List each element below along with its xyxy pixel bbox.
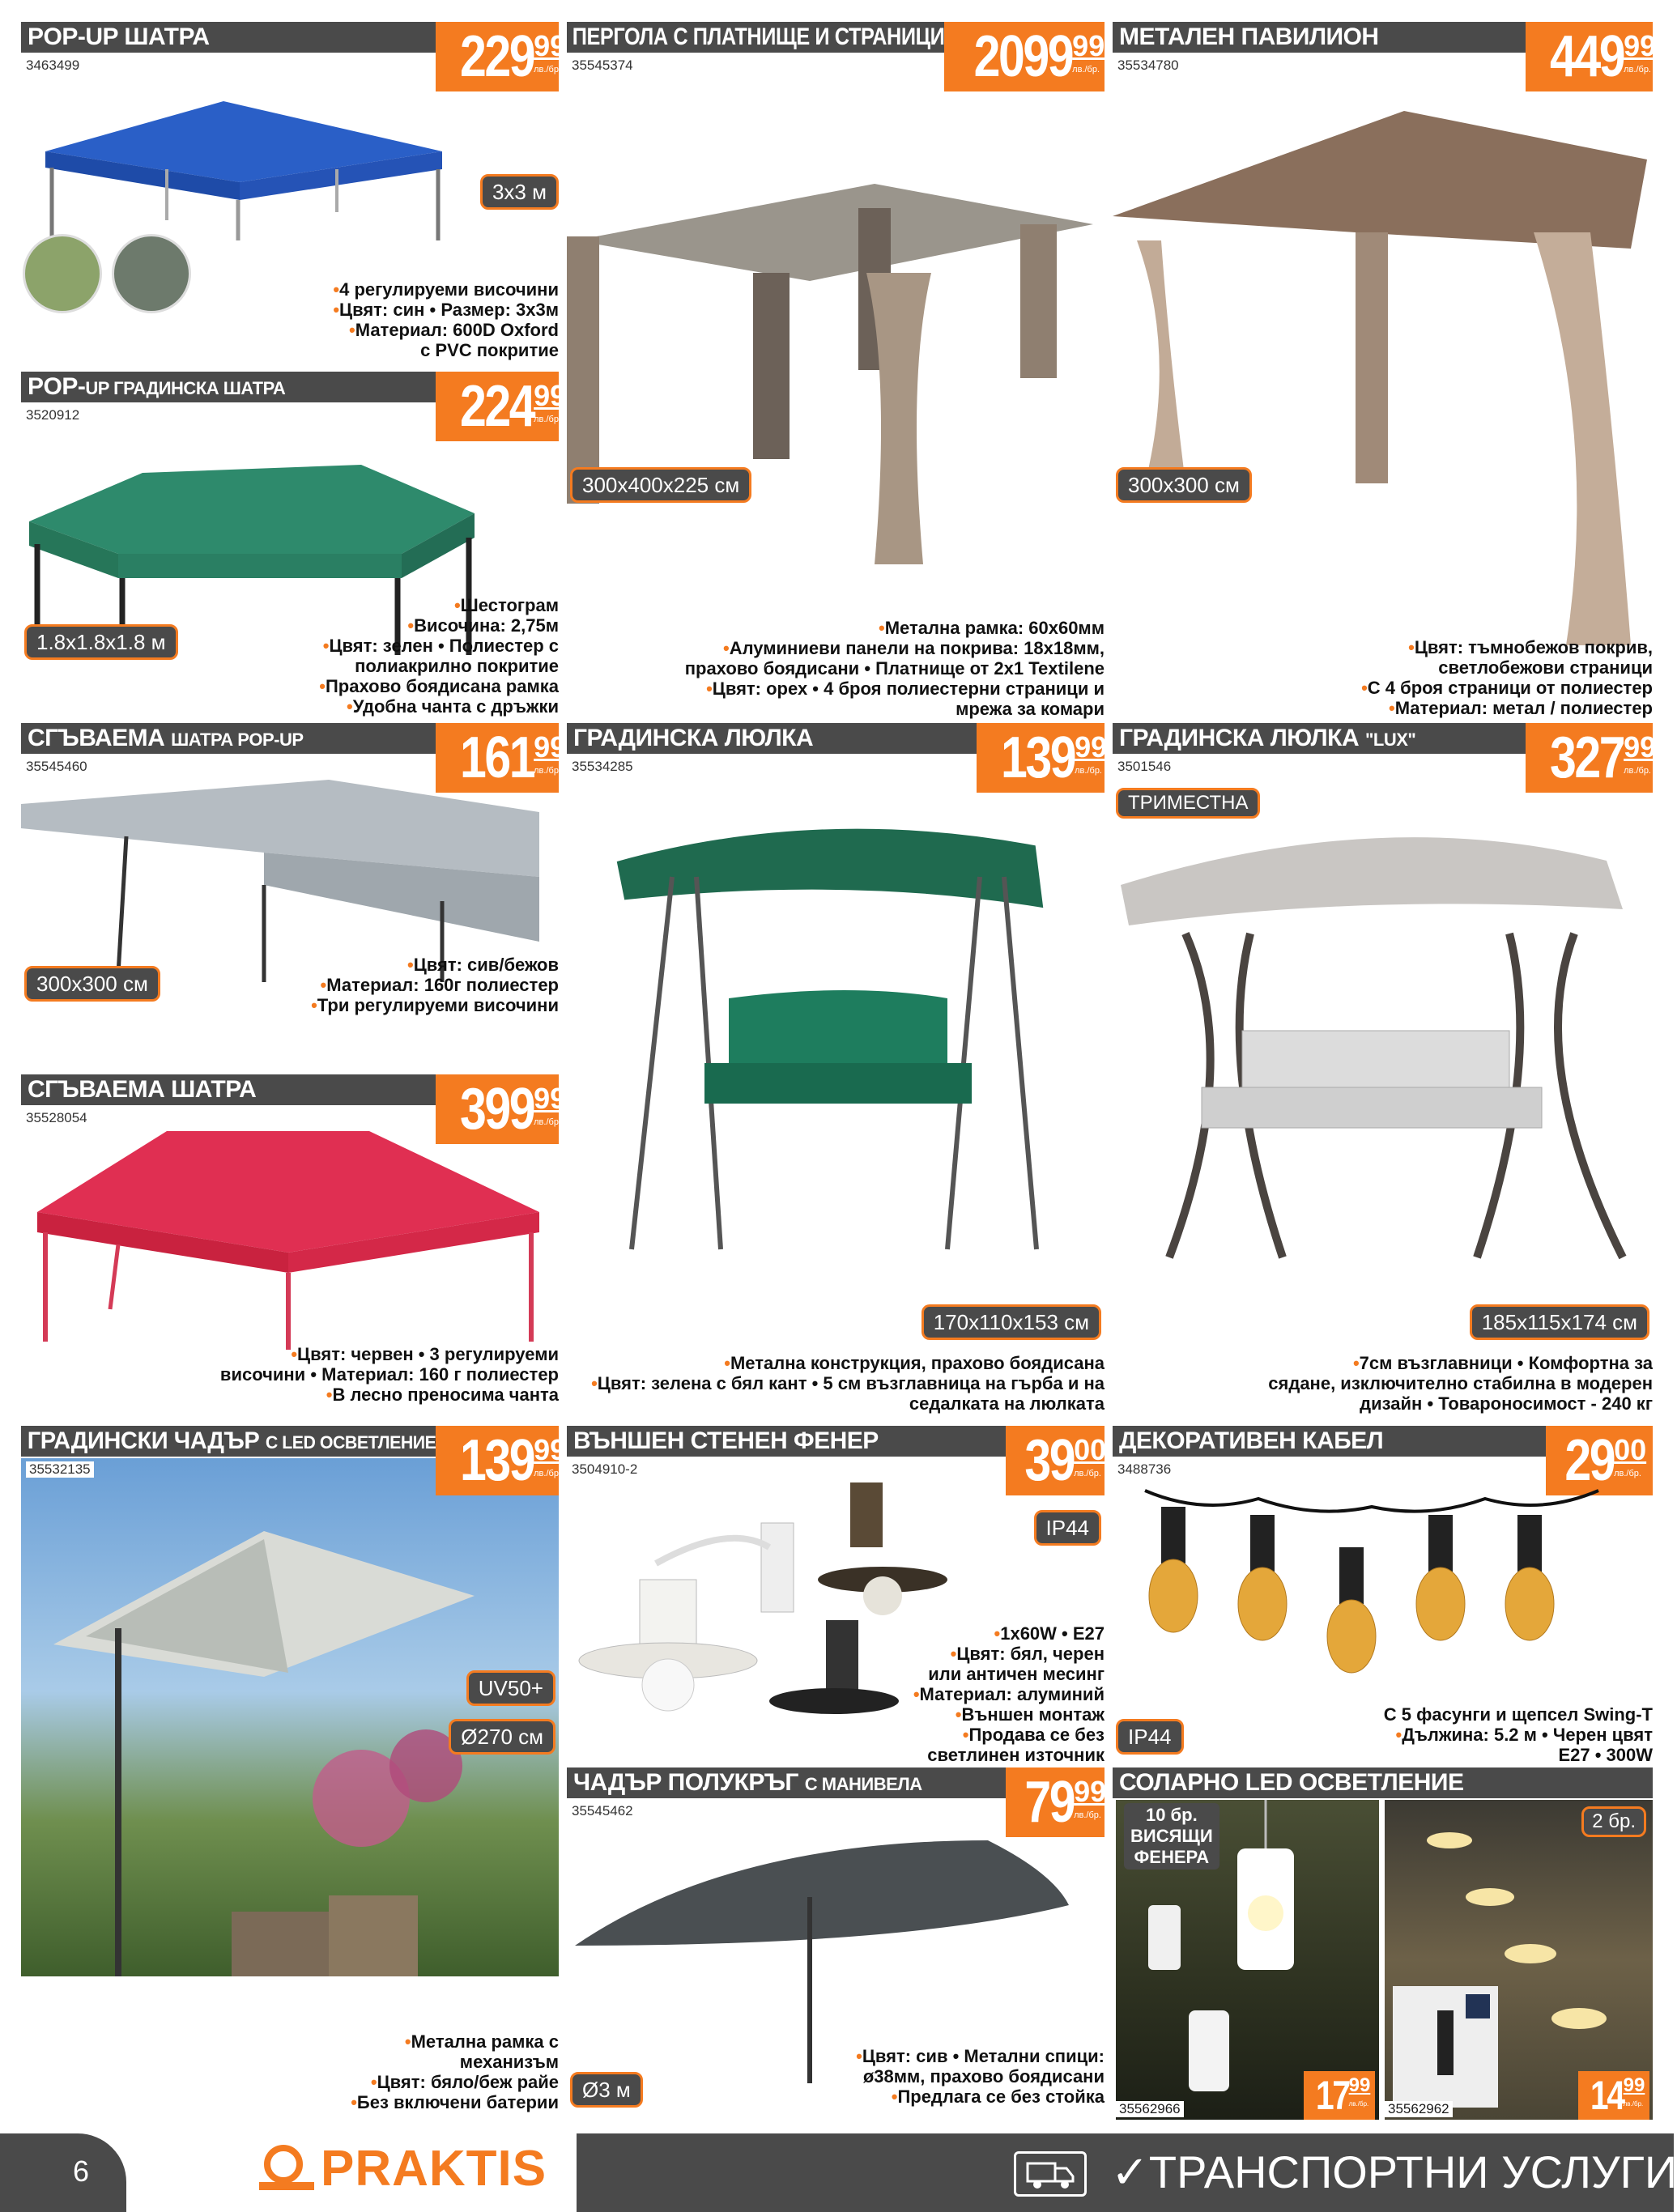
product-title: POP-UP ШАТРА (21, 22, 436, 53)
hanging-lanterns-photo (1116, 1800, 1379, 2120)
feature-list: •Шестограм •Височина: 2,75м •Цвят: зелен • Полиестер с полиакрилно покритие •Прахово боядисана рамка •Удобна чанта с дръжки (319, 595, 559, 717)
product-garden-swing (567, 723, 1108, 1424)
price-integer: 14 (1590, 2073, 1624, 2118)
price-cents: 99 (534, 1433, 567, 1466)
product-sku: 35532135 (26, 1461, 94, 1478)
count-label: 2 бр. (1581, 1806, 1646, 1837)
size-badge: 170x110x153 см (921, 1304, 1101, 1340)
product-title: ГРАДИНСКА ЛЮЛКА (567, 723, 977, 754)
page-number: 6 (73, 2155, 90, 2188)
product-foldable-tent (21, 1074, 567, 1424)
lanterns-image (567, 1458, 947, 1758)
price-cents: 99 (1624, 29, 1657, 62)
ip-badge: IP44 (1116, 1719, 1184, 1755)
product-sku: 35528054 (26, 1110, 87, 1125)
product-sku: 3501546 (1117, 759, 1172, 774)
feature-list: •4 регулируеми височини •Цвят: син • Размер: 3х3м •Материал: 600D Oxford с PVC покритие (333, 279, 559, 360)
product-pergola (567, 22, 1105, 721)
price-tag (944, 22, 1105, 91)
feature-list: •Метална рамка с механизъм •Цвят: бяло/беж райе •Без включени батерии (351, 2031, 559, 2112)
price-unit: лв./бр. (1074, 1469, 1101, 1478)
price-unit: лв./бр. (1623, 2100, 1644, 2108)
product-title: ПЕРГОЛА С ПЛАТНИЩЕ И СТРАНИЦИ (567, 22, 944, 53)
feature-list: •Метална рамка: 60x60мм •Алуминиеви панели на покрива: 18x18мм, прахово боядисани • Платнище от 2x1 Textilene •Цвят: орех • 4 броя полиестерни страници и мрежа за комари (684, 618, 1105, 719)
product-title: МЕТАЛЕН ПАВИЛИОН (1113, 22, 1526, 53)
price-unit: лв./бр. (1074, 1810, 1101, 1820)
product-decorative-cable (1113, 1426, 1653, 1766)
feature-list: •Цвят: сив/бежов •Материал: 160г полиестер •Три регулируеми височини (311, 955, 559, 1015)
price-tag (1304, 2071, 1375, 2120)
price-cents: 99 (534, 730, 567, 764)
feature-list: •Цвят: тъмнобежов покрив, светлобежови страници •С 4 броя страници от полиестер •Материал: метал / полиестер (1361, 637, 1653, 718)
price-cents: 99 (1623, 2074, 1645, 2096)
product-sku: 3504910-2 (572, 1461, 638, 1477)
price-integer: 229 (460, 24, 534, 89)
size-badge: 185x115x174 см (1470, 1304, 1649, 1340)
product-solar-led (1113, 1767, 1653, 2122)
feature-list: •Цвят: сив • Метални спици: ø38мм, прахово боядисани •Предлага се без стойка (856, 2046, 1105, 2107)
price-unit: лв./бр. (1614, 1469, 1641, 1478)
price-unit: лв./бр. (1072, 65, 1100, 74)
price-unit: лв./бр. (534, 415, 561, 424)
product-title: ГРАДИНСКА ЛЮЛКА "LUX" (1113, 723, 1526, 754)
price-cents: 99 (534, 29, 567, 62)
product-half-umbrella (567, 1767, 1105, 2122)
detail-image-1 (23, 234, 102, 313)
product-title: СОЛАРНО LED ОСВЕТЛЕНИЕ (1113, 1767, 1653, 1798)
price-integer: 79 (1024, 1770, 1075, 1835)
feature-list: •7см възглавници • Комфортна за сядане, изключително стабилна в модерен дизайн • Товароносимост - 240 кг (1268, 1353, 1653, 1414)
praktis-logo-icon (259, 2145, 316, 2193)
product-sku: 3463499 (26, 57, 80, 73)
price-cents: 00 (1614, 1433, 1647, 1466)
umbrella-garden-photo (21, 1458, 559, 1976)
price-cents: 99 (534, 379, 567, 412)
feature-list: •1x60W • E27 •Цвят: бял, черен или античен месинг •Материал: алуминий •Външен монтаж •Продава се без светлинен източник (913, 1623, 1105, 1765)
pergola-image (567, 176, 1105, 581)
product-sku: 35534780 (1117, 57, 1179, 73)
price-unit: лв./бр. (1624, 65, 1651, 74)
price-tag (436, 372, 567, 441)
price-integer: 29 (1564, 1428, 1615, 1493)
price-tag (977, 723, 1108, 793)
size-badge: 3x3 м (480, 174, 559, 210)
size-badge: 300x300 см (24, 966, 160, 1002)
feature-list: •Метална конструкция, прахово боядисана •Цвят: зелена с бял кант • 5 см възглавница на гърба и на седалката на люлката (591, 1353, 1105, 1414)
price-integer: 39 (1024, 1428, 1075, 1493)
ground-lights-photo (1385, 1800, 1653, 2120)
product-sku: 35545460 (26, 759, 87, 774)
price-integer: 161 (460, 725, 534, 790)
price-unit: лв./бр. (1075, 766, 1102, 776)
brand-name: PRAKTIS (321, 2141, 547, 2197)
pavilion-image (1113, 111, 1653, 645)
price-integer: 139 (460, 1428, 534, 1493)
size-badge: 300x300 см (1116, 467, 1252, 503)
product-sku: 35545374 (572, 57, 633, 73)
transport-services-bar[interactable] (577, 2133, 1677, 2212)
product-sku: 3520912 (26, 407, 80, 423)
feature-list: С 5 фасунги и щепсел Swing-T •Дължина: 5.2 м • Черен цвят E27 • 300W (1383, 1704, 1653, 1765)
price-tag (1526, 723, 1657, 793)
price-integer: 449 (1550, 24, 1624, 89)
lanterns-label: 10 бр. ВИСЯЩИ ФЕНЕРА (1124, 1803, 1219, 1870)
product-title: ВЪНШЕН СТЕНЕН ФЕНЕР (567, 1426, 1006, 1457)
product-garden-swing-lux (1113, 723, 1657, 1424)
page-footer (0, 2133, 1677, 2212)
size-badge: 300x400x225 см (570, 467, 751, 503)
price-unit: лв./бр. (534, 65, 561, 74)
product-title: POP-UP ГРАДИНСКА ШАТРА (21, 372, 436, 402)
product-title: СГЪВАЕМА ШАТРА POP-UP (21, 723, 436, 754)
product-sku: 35562962 (1385, 2101, 1453, 2117)
ip-badge: IP44 (1034, 1510, 1102, 1546)
price-cents: 99 (1074, 1775, 1107, 1808)
price-integer: 327 (1550, 725, 1624, 790)
price-unit: лв./бр. (534, 766, 561, 776)
product-wall-lantern (567, 1426, 1105, 1766)
product-garden-tent (21, 372, 567, 721)
product-sku: 35545462 (572, 1803, 633, 1819)
brand-logo (259, 2141, 547, 2197)
price-cents: 99 (1624, 730, 1657, 764)
price-integer: 224 (460, 374, 534, 439)
detail-image-2 (112, 234, 191, 313)
price-tag (1526, 22, 1657, 91)
price-integer: 17 (1315, 2073, 1349, 2118)
string-lights-image (1145, 1474, 1598, 1685)
blue-tent-image (29, 79, 466, 240)
product-metal-pavilion (1113, 22, 1657, 721)
price-unit: лв./бр. (534, 1117, 561, 1127)
product-title: СГЪВАЕМА ШАТРА (21, 1074, 436, 1105)
diameter-badge: Ø270 см (449, 1719, 555, 1755)
product-foldable-popup (21, 723, 567, 1073)
price-unit: лв./бр. (1348, 2100, 1369, 2108)
red-tent-image (21, 1123, 559, 1350)
price-tag (436, 1426, 567, 1495)
three-seat-badge: ТРИМЕСТНА (1116, 788, 1260, 819)
page-number-tab (0, 2133, 126, 2212)
price-integer: 399 (460, 1077, 534, 1142)
price-cents: 99 (1348, 2074, 1371, 2096)
uv-badge: UV50+ (466, 1670, 555, 1706)
price-integer: 2099 (973, 24, 1073, 89)
price-integer: 139 (1001, 725, 1075, 790)
price-unit: лв./бр. (534, 1469, 561, 1478)
product-sku: 35562966 (1116, 2101, 1184, 2117)
price-cents: 99 (1072, 29, 1105, 62)
product-title: ГРАДИНСКИ ЧАДЪР С LED ОСВЕТЛЕНИЕ (21, 1426, 436, 1457)
diameter-badge: Ø3 м (570, 2072, 643, 2108)
delivery-truck-icon (1014, 2151, 1087, 2197)
price-cents: 00 (1074, 1433, 1107, 1466)
feature-list: •Цвят: червен • 3 регулируеми височини • Материал: 160 г полиестер •В лесно преносима чанта (219, 1344, 559, 1405)
product-popup-tent (21, 22, 567, 370)
price-unit: лв./бр. (1624, 766, 1651, 776)
price-cents: 99 (534, 1082, 567, 1115)
product-title: ЧАДЪР ПОЛУКРЪГ С МАНИВЕЛА (567, 1767, 1006, 1798)
price-cents: 99 (1075, 730, 1108, 764)
size-badge: 1.8x1.8x1.8 м (24, 624, 178, 660)
price-tag (1006, 1426, 1105, 1495)
product-sku: 3488736 (1117, 1461, 1172, 1477)
product-sku: 35534285 (572, 759, 633, 774)
lux-swing-image (1121, 820, 1639, 1274)
green-swing-image (607, 812, 1061, 1266)
price-tag (1578, 2071, 1649, 2120)
product-title: ДЕКОРАТИВЕН КАБЕЛ (1113, 1426, 1546, 1457)
product-led-umbrella (21, 1426, 567, 2122)
transport-services-label: ✓ТРАНСПОРТНИ УСЛУГИ (1111, 2146, 1677, 2197)
